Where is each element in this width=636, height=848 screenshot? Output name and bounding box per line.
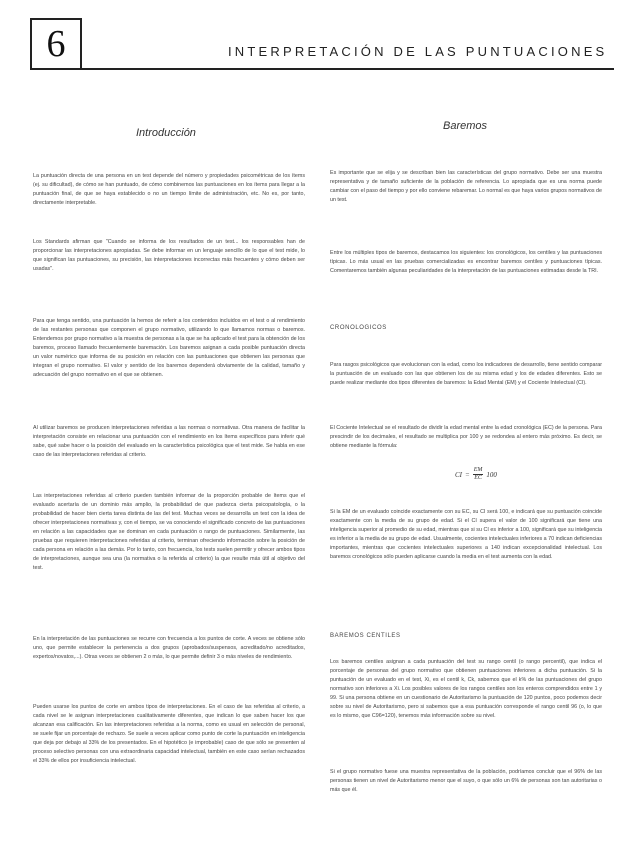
right-paragraph-7: Si el grupo normativo fuese una muestra representativa de la población, podríamos concluir que el 96% de las personas tienen un nivel de Autoritarismo menor que el suyo, o que sólo un 6% de personas son tan autoritarias o más que él. [330, 769, 602, 793]
right-paragraph-6: Los baremos centiles asignan a cada puntuación del test su rango centil (o rango percentil), que indica el porcentaje de personas del grupo normativo que obtienen puntuaciones inferiores a dicha puntuación. Si la puntuación de un evaluado en el test, Xi, es el centil k, Ck, sabemos que el k% de las puntuaciones del grupo normativo son inferiores a Xi. Los posibles valores de los rangos centiles son los enteros comprendidos entre 1 y 99. Si una persona obtiene en un cuestionario de Autoritarismo la puntuación de 120 puntos, poco podemos decir sobre su nivel de Autoritarismo, pero si sabemos que a esa puntuación corresponde el rango centil 96 (o, lo que es lo mismo, que C96=120), tenemos más información sobre su nivel. [330, 659, 602, 719]
right-paragraph-2: Entre los múltiples tipos de baremos, destacamos los siguientes: los cronológicos, los centiles y las puntuaciones típicas. Lo más usual en las pruebas comercializadas es encontrar baremos centiles y puntuaciones típicas. Comentaremos también algunas peculiaridades de la interpretación de las puntuaciones estimadas desde la TRI. [330, 250, 602, 274]
formula-fraction [473, 467, 484, 482]
subheading-cronologicos: CRONOLOGICOS [330, 325, 387, 331]
section-heading-baremos: Baremos [443, 120, 488, 132]
section-heading-introduccion: Introducción [136, 127, 196, 139]
right-paragraph-1: Es importante que se elija y se describan bien las características del grupo normativo. Debe ser una muestra representativa y de tamaño suficiente de la población de referencia. Lo apropiada que es una norma puede cambiar con el paso del tiempo y por ello conviene rebaremar. Lo normal es que haya varios grupos normativos de un test. [330, 170, 602, 203]
left-paragraph-4: Al utilizar baremos se producen interpretaciones referidas a las normas o normativas. Otra manera de facilitar la interpretación consiste en relacionar una puntuación con el rendimiento en los ítems específicos para inferir qué sabe, qué sabe hacer o la posición del evaluado en la característica psicológica que el test mide. Se habla en ese caso de las interpretaciones referidas al criterio. [33, 425, 305, 458]
chapter-title: INTERPRETACIÓN DE LAS PUNTUACIONES [228, 44, 608, 59]
left-paragraph-7: Pueden usarse los puntos de corte en ambos tipos de interpretaciones. En el caso de las referidas al criterio, a cada nivel se le asignan interpretaciones cualitativamente diferentes, que indican lo que saben hacer los que alcanzan esa calificación. En las interpretaciones referidas a la norma, como es usual en selección de personal, se suele fijar un porcentaje de rechazo. Se suele a veces aplicar como punto de corte la puntuación en inteligencia que deja por debajo al 33% de los presentados. En el hipotético (e improbable) caso de que sólo se presenten al proceso selectivo personas con una extraordinaria capacidad intelectual, también en este caso serían rechazados el 33% de ellos por insuficiencia intelectual. [33, 704, 305, 764]
left-paragraph-5: Las interpretaciones referidas al criterio pueden también informar de la proporción probable de ítems que el evaluado acertaría de un dominio más amplio, la probabilidad de que padezca cierta psicopatología, o la probabilidad de hacer bien cierta tarea distinta de las del test. Muchas veces se desarrolla un test con la idea de ofrecer interpretaciones normativas y, con el tiempo, se va conociendo el significado concreto de las puntuaciones en relación a las capacidades que se dominan en cada puntuación o rango de puntuaciones. Similarmente, las pruebas que requieren interpretaciones referidas al criterio, terminan ofreciendo información sobre la posición de cada persona en relación a las demás. Por lo tanto, con frecuencia, los tests suelen permitir y ofrecer ambos tipos de interpretaciones, aunque sea una (la normativa o la referida al criterio) la que resulte más útil al objetivo del test. [33, 493, 305, 571]
left-paragraph-2: Los Standards afirman que "Cuando se informa de los resultados de un test... los responsables han de proporcionar las interpretaciones apropiadas. Se debe informar en un lenguaje sencillo de lo que el test mide, lo que significan las puntuaciones, su precisión, las interpretaciones incorrectas más frecuentes y cómo deben ser usadas". [33, 239, 305, 272]
formula-denominator: EC [474, 475, 482, 481]
formula-lhs: CI [455, 470, 462, 479]
formula-numerator: EM [473, 467, 483, 473]
formula-multiplier: 100 [486, 470, 497, 479]
subheading-baremos-centiles: BAREMOS CENTILES [330, 633, 401, 639]
left-paragraph-3: Para que tenga sentido, una puntuación la hemos de referir a los contenidos incluidos en el test o al rendimiento de las restantes personas que componen el grupo normativo, utilizando lo que llamamos normas o baremos. Entendemos por grupo normativo a la muestra de personas a la que se ha aplicado el test para la obtención de los baremos, proceso llamado frecuentemente baremación. Los baremos asignan a cada posible puntuación directa un valor numérico que informa de su posición en relación con las puntuaciones que obtienen las personas que integran el grupo normativo. El valor y sentido de los baremos dependerá obviamente de la calidad, tamaño y adecuación del grupo normativo en el que se obtienen. [33, 318, 305, 378]
ci-formula: CI = $\frac{EM}{EC}$ 100 [455, 467, 497, 481]
right-paragraph-3: Para rasgos psicológicos que evolucionan con la edad, como los indicadores de desarrollo, tiene sentido comparar la puntuación de un evaluado con las que obtienen los de su misma edad y los de edades diferentes. Esto se puede realizar mediante dos tipos diferentes de baremos: la Edad Mental (EM) y el Cociente Intelectual (CI). [330, 362, 602, 386]
chapter-number-box [30, 18, 82, 70]
left-paragraph-1: La puntuación directa de una persona en un test depende del número y propiedades psicométricas de los ítems (ej. su dificultad), de cómo se han puntuado, de cómo combinemos las puntuaciones en los ítems para llegar a la puntuación final, de que se haya establecido o no un tiempo límite de administración, etc. No es, por tanto, directamente interpretable. [33, 173, 305, 206]
chapter-number: 6 [46, 23, 66, 65]
left-paragraph-6: En la interpretación de las puntuaciones se recurre con frecuencia a los puntos de corte. A veces se obtiene sólo uno, que permite establecer la pertenencia a dos grupos (aprobados/suspensos, acreditado/no acreditados, expertos/novatos,...). Otras veces se obtienen 2 o más, lo que permite definir 3 o más niveles de rendimiento. [33, 636, 305, 660]
right-paragraph-4: El Cociente Intelectual se el resultado de dividir la edad mental entre la edad cronológica (EC) de la persona. Para prescindir de los decimales, el resultado se multiplica por 100 y se redondea al entero más próximo. Es decir, se obtiene mediante la fórmula: [330, 425, 602, 449]
right-paragraph-5: Si la EM de un evaluado coincide exactamente con su EC, su CI será 100, e indicará que su puntuación coincide exactamente con la media de su grupo de edad. Si el CI supera el valor de 100 significará que tiene una inteligencia superior al promedio de su edad, mientras que si su CI es inferior a 100, significará que su inteligencia es inferior a la media de su grupo de edad. Usualmente, cocientes intelectuales inferiores a 70 indican deficiencias importantes, mientras que cocientes intelectuales superiores a 140 indican excepcionalidad intelectual. Los baremos cronológicos sólo pueden aplicarse cuando la media en el test aumenta con la edad. [330, 509, 602, 560]
chapter-rule [82, 68, 614, 70]
